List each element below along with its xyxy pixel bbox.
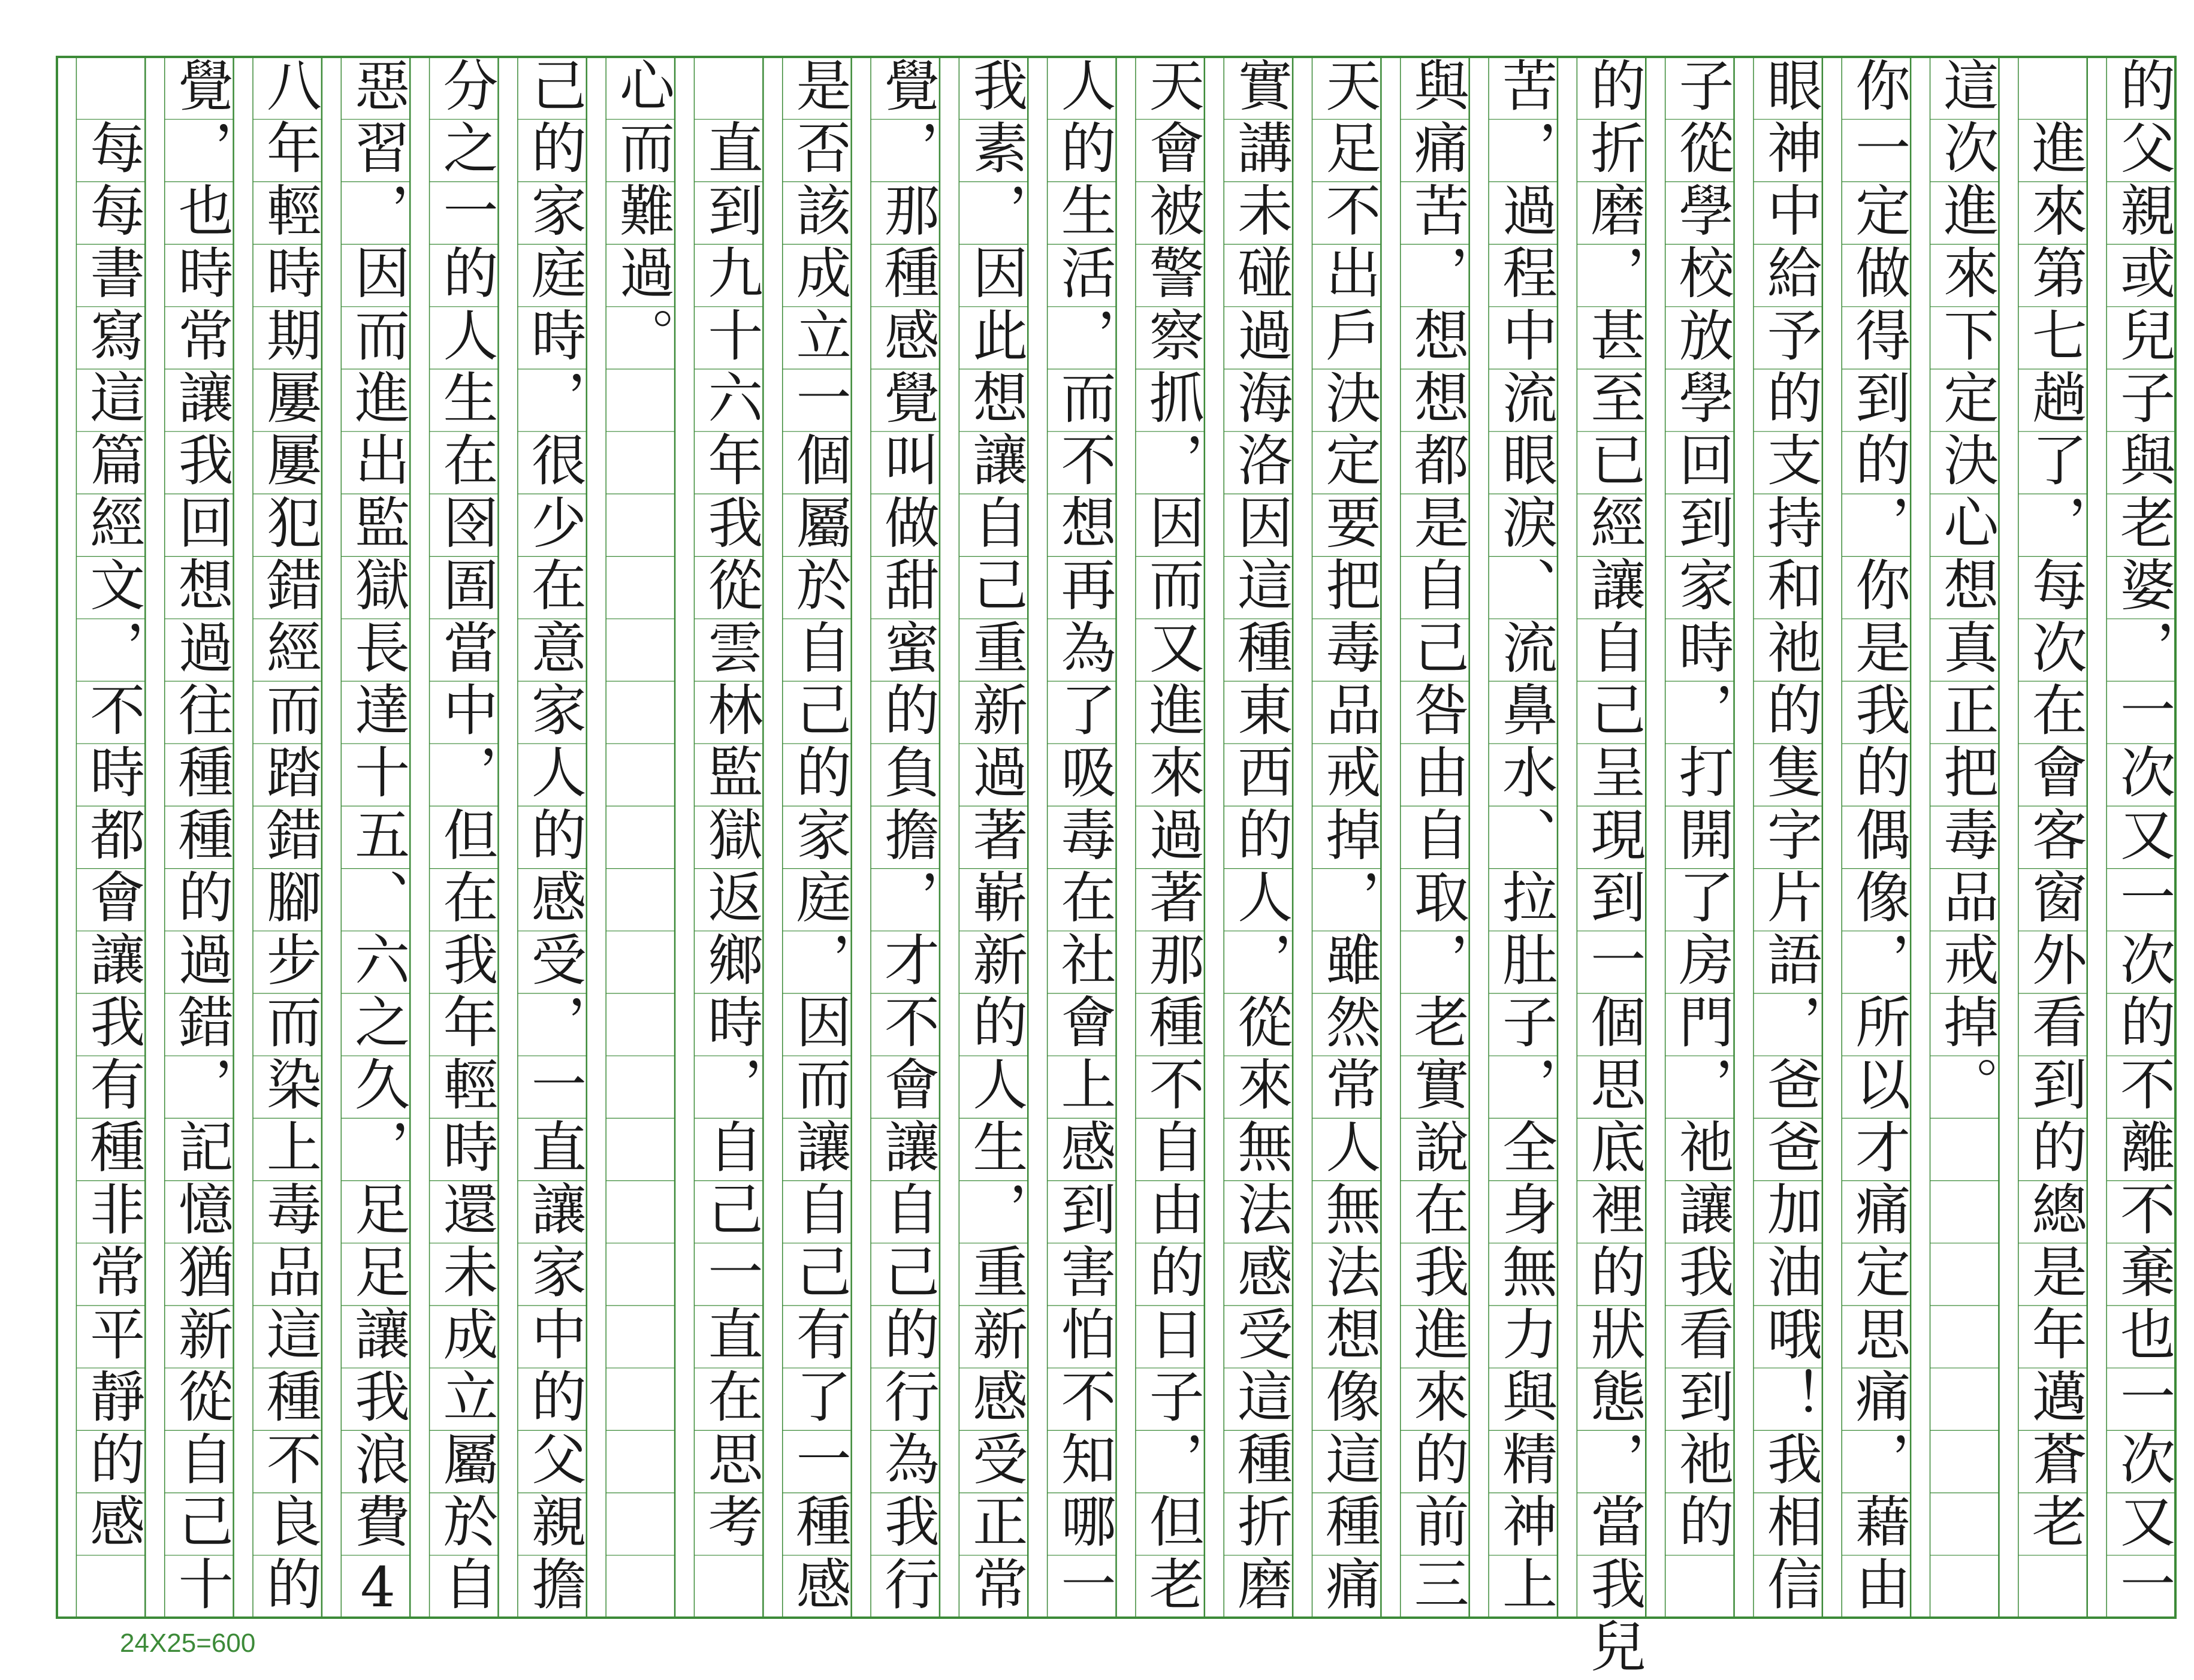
text-column: 的折磨，甚至已經讓自己呈現到一個思底裡的狀態，當我兒 <box>1582 57 1646 1680</box>
text-column: 每每書寫這篇經文，不時都會讓我有種非常平靜的感 <box>81 57 146 1555</box>
text-column: 與痛苦，想想都是自己咎由自取，老實說在我進來的前三 <box>1405 57 1469 1618</box>
text-column: 覺，那種感覺叫做甜蜜的負擔，才不會讓自己的行為我行 <box>875 57 940 1618</box>
text-column: 是否該成立一個屬於自己的家庭，因而讓自己有了一種感 <box>787 57 852 1618</box>
text-column: 分之一的人生在囹圄當中，但在我年輕時還未成立屬於自 <box>434 57 499 1618</box>
text-column: 眼神中給予的支持和祂的隻字片語，爸爸加油哦！我相信 <box>1758 57 1822 1618</box>
text-column: 人的生活，而不想再為了吸毒在社會上感到害怕不知哪一 <box>1052 57 1116 1618</box>
text-column: 我素，因此想讓自己重新過著嶄新的人生，重新感受正常 <box>964 57 1028 1618</box>
text-column: 己的家庭時，很少在意家人的感受，一直讓家中的父親擔 <box>522 57 587 1618</box>
grid-size-label: 24X25=600 <box>120 1628 256 1658</box>
text-column: 惡習，因而進出監獄長達十五、六之久，足足讓我浪費4 <box>346 57 411 1627</box>
text-column: 直到九十六年我從雲林監獄返鄉時，自己一直在思考 <box>699 57 763 1555</box>
text-column: 八年輕時期屢屢犯錯經而踏錯腳步而染上毒品這種不良的 <box>257 57 322 1618</box>
text-column: 子從學校放學回到家時，打開了房門，祂讓我看到祂的 <box>1670 57 1734 1555</box>
text-column: 這次進來下定決心想真正把毒品戒掉。 <box>1935 57 1999 1119</box>
text-column: 你一定做得到的，你是我的偶像，所以才痛定思痛，藉由 <box>1846 57 1911 1618</box>
text-column: 進來第七趟了，每次在會客窗外看到的總是年邁蒼老 <box>2023 57 2087 1555</box>
text-column: 實講未碰過海洛因這種東西的人，從來無法感受這種折磨 <box>1229 57 1293 1618</box>
text-column: 覺，也時常讓我回想過往種種的過錯，記憶猶新從自己十 <box>169 57 234 1618</box>
text-column: 心而難過。 <box>611 57 675 369</box>
text-column: 苦，過程中流眼淚、流鼻水、拉肚子，全身無力與精神上 <box>1493 57 1558 1618</box>
text-column: 天足不出戶決定要把毒品戒掉，雖然常人無法想像這種痛 <box>1317 57 1381 1618</box>
text-column: 天會被警察抓，因而又進來過著那種不自由的日子，但老 <box>1140 57 1205 1618</box>
text-column: 的父親或兒子與老婆，一次又一次的不離不棄也一次又一 <box>2111 57 2175 1618</box>
